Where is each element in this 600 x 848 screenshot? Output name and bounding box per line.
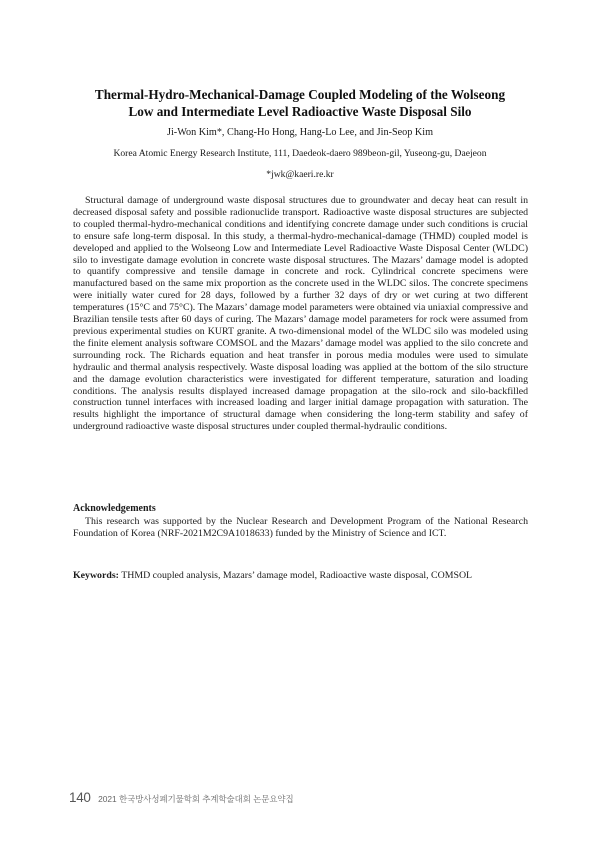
title-line-1: Thermal-Hydro-Mechanical-Damage Coupled Modeling of the Wolseong: [94, 87, 506, 102]
keywords-label: Keywords:: [73, 570, 119, 581]
acknowledgements-heading: Acknowledgements: [73, 503, 156, 514]
keywords-list: THMD coupled analysis, Mazars’ damage model, Radioactive waste disposal, COMSOL: [121, 570, 473, 581]
conference-name: 2021 한국방사성폐기물학회 추계학술대회 논문요약집: [98, 794, 294, 804]
author-list: Ji-Won Kim*, Chang-Ho Hong, Hang-Lo Lee, and Jin-Seop Kim: [167, 127, 433, 138]
keywords-line: [73, 570, 543, 582]
page-footer: [69, 789, 294, 805]
affiliation: Korea Atomic Energy Research Institute, 111, Daedeok-daero 989beon-gil, Yuseong-gu, Daejeon: [113, 148, 487, 159]
corresponding-email: *jwk@kaeri.re.kr: [266, 169, 334, 180]
page-number: 140: [69, 790, 91, 805]
title-line-2: Low and Intermediate Level Radioactive Waste Disposal Silo: [128, 104, 472, 119]
acknowledgements-body: This research was supported by the Nuclear Research and Development Program of the National Research Foundation of Korea (NRF-2021M2C9A1018633) funded by the Ministry of Science and ICT.: [73, 516, 528, 540]
paper-title: [60, 86, 540, 120]
abstract-paragraph: Structural damage of underground waste disposal structures due to groundwater and decay heat can result in decreased disposal safety and possible radionuclide transport. Radioactive waste disposal structures are subjected to coupled thermal-hydro-mechanical conditions and identifying concrete damage under such conditions is crucial to ensure safe long-term disposal. In this study, a thermal-hydro-mechanical-damage (THMD) coupled model is developed and applied to the Wolseong Low and Intermediate Level Radioactive Waste Disposal Center (WLDC) silo to investigate damage evolution in concrete waste disposal structures. The Mazars’ damage model is adopted to quantify compressive and tensile damage in concrete and rock. Cylindrical concrete specimens were manufactured based on the same mix proportion as the concrete used in the WLDC silos. The concrete specimens were initially water cured for 28 days, followed by a further 32 days of dry or wet curing at two different temperatures (15°C and 75°C). The Mazars’ damage model parameters were obtained via uniaxial compressive and Brazilian tensile tests after 60 days of curing. The Mazars’ damage model parameters for rock were assumed from previous experimental studies on KURT granite. A two-dimensional model of the WLDC silo was modeled using the finite element analysis software COMSOL and the Mazars’ damage model was applied to the silo concrete and surrounding rock. The Richards equation and heat transfer in porous media modules were used to simulate hydraulic and thermal analysis respectively. Waste disposal loading was applied at the bottom of the silo structure and the damage evolution characteristics were investigated for different temperature, saturation and loading conditions. The analysis results displayed increased damage propagation at the silo-rock and silo-backfilled construction tunnel interfaces with increased loading and larger initial damage propagation with saturation. The results highlight the importance of structural damage when considering the long-term stability and safey of underground radioactive waste disposal structures under coupled thermal-hydraulic conditions.: [73, 195, 528, 433]
